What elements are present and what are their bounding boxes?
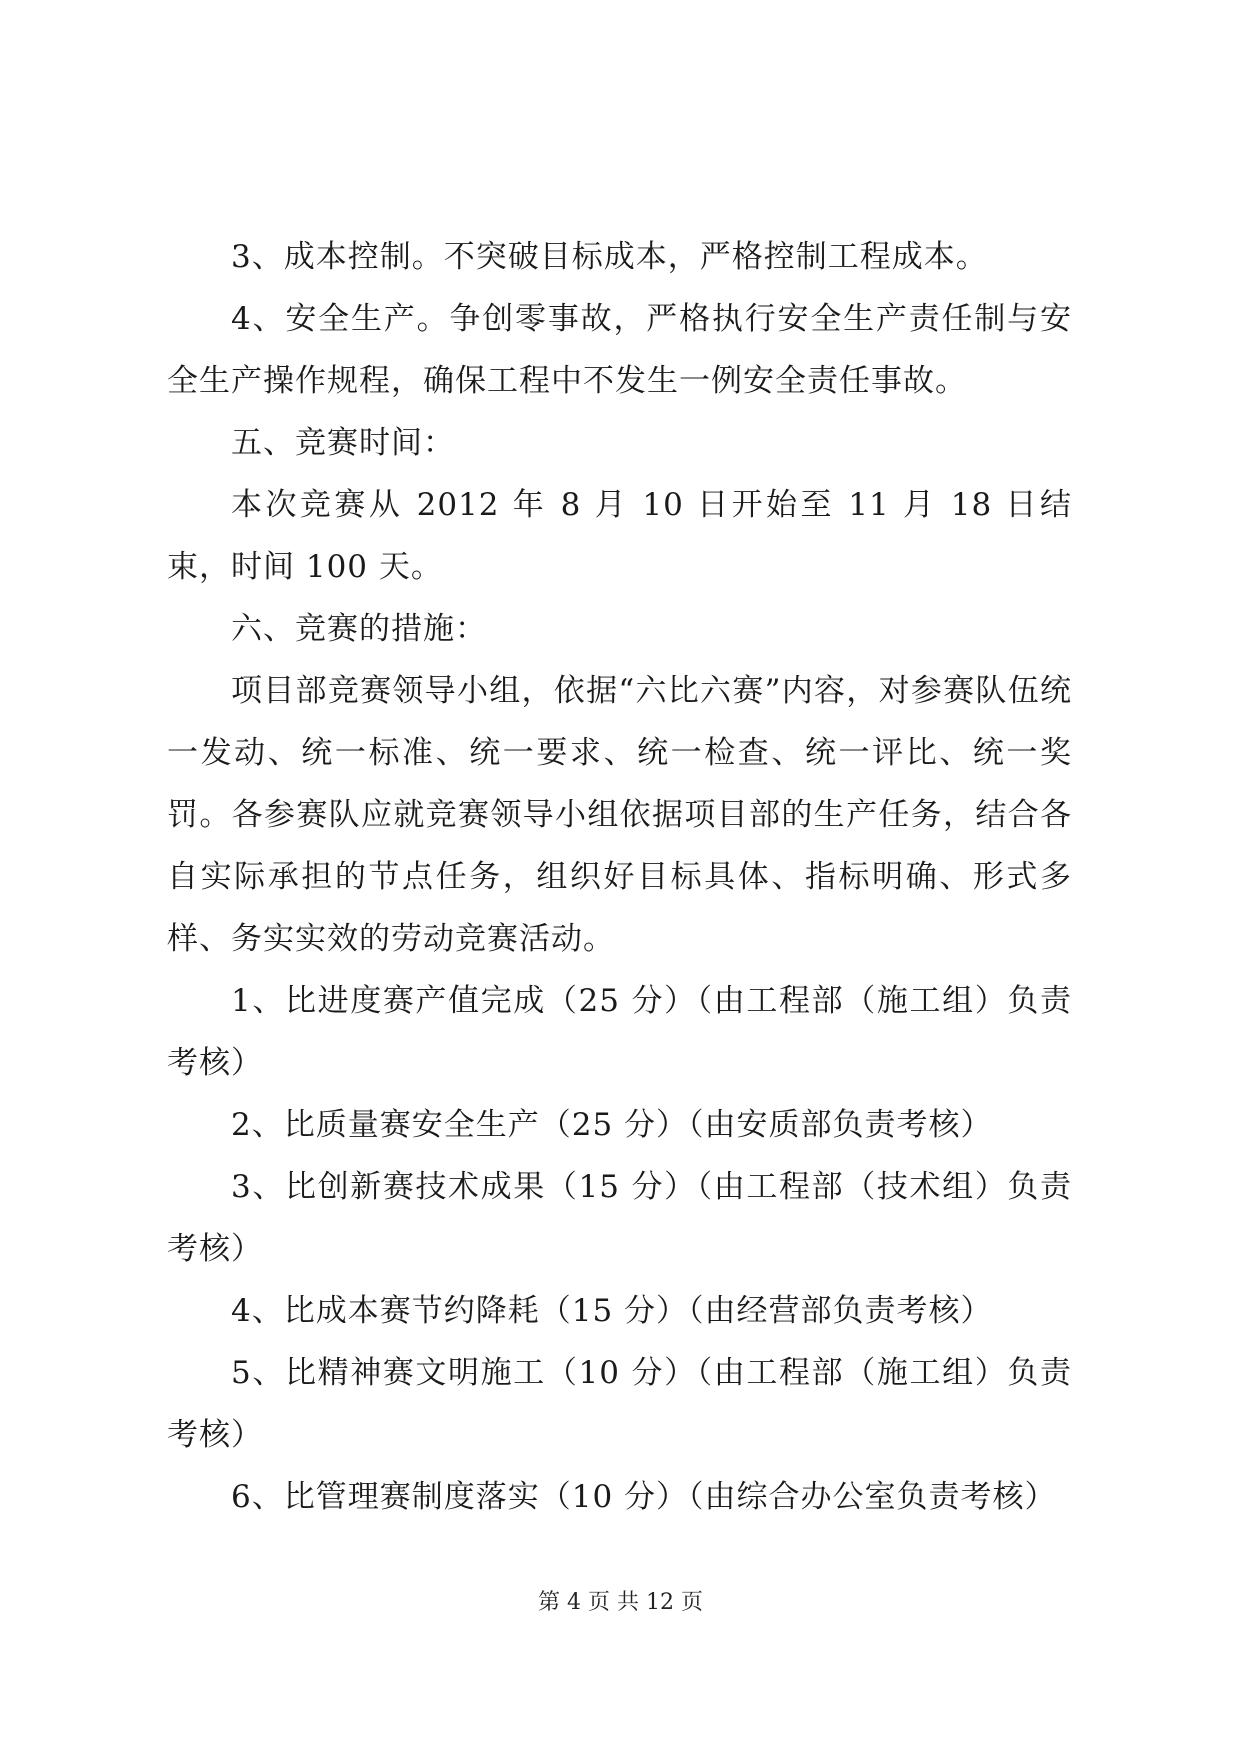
paragraph-competition-period: 本次竞赛从 2012 年 8 月 10 日开始至 11 月 18 日结束，时间 100 天。 [167, 487, 1072, 585]
heading-competition-measures: 六、竞赛的措施： [231, 611, 487, 647]
list-item-progress: 1、比进度赛产值完成（25 分）（由工程部（施工组）负责考核） [167, 983, 1072, 1081]
list-item-innovation: 3、比创新赛技术成果（15 分）（由工程部（技术组）负责考核） [167, 1169, 1072, 1267]
paragraph-cost-control: 3、成本控制。不突破目标成本，严格控制工程成本。 [231, 239, 988, 275]
document-body [167, 226, 1072, 1528]
list-item-cost: 4、比成本赛节约降耗（15 分）（由经营部负责考核） [231, 1293, 993, 1329]
list-item-spirit: 5、比精神赛文明施工（10 分）（由工程部（施工组）负责考核） [167, 1355, 1072, 1453]
heading-competition-time: 五、竞赛时间： [231, 425, 455, 461]
list-item-management: 6、比管理赛制度落实（10 分）（由综合办公室负责考核） [231, 1479, 1057, 1515]
list-item-quality: 2、比质量赛安全生产（25 分）（由安质部负责考核） [231, 1107, 993, 1143]
page-footer: 第 4 页 共 12 页 [538, 1590, 703, 1615]
paragraph-measures-description: 项目部竞赛领导小组，依据“六比六赛”内容，对参赛队伍统一发动、统一标准、统一要求、统一检查、统一评比、统一奖罚。各参赛队应就竞赛领导小组依据项目部的生产任务，结合各自实际承担的节点任务，组织好目标具体、指标明确、形式多样、务实实效的劳动竞赛活动。 [167, 673, 1072, 957]
paragraph-safety-production: 4、安全生产。争创零事故，严格执行安全生产责任制与安全生产操作规程，确保工程中不发生一例安全责任事故。 [167, 301, 1072, 399]
